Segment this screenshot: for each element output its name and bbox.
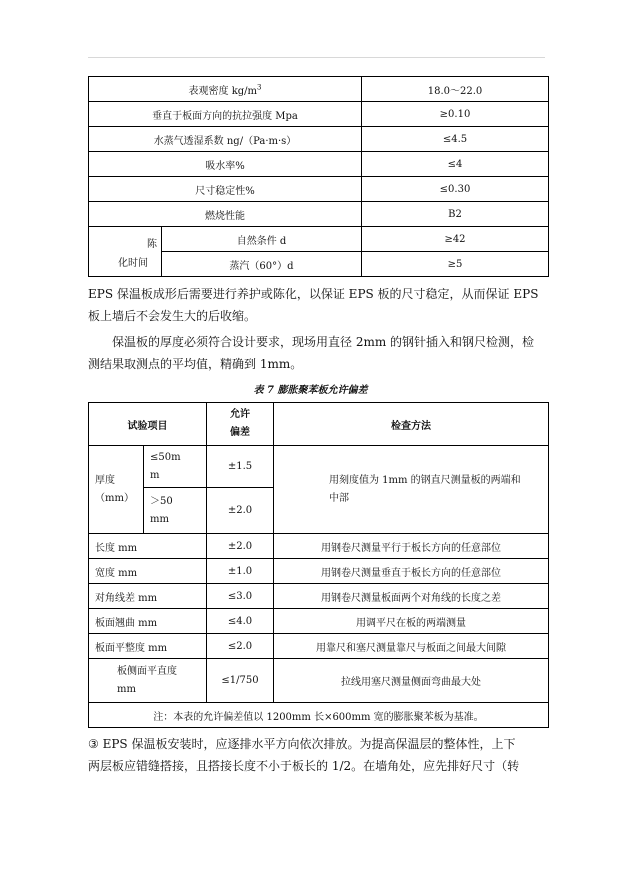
item-label: 板面平整度 mm (89, 634, 207, 659)
property-label: 表观密度 $kg/m^3$ (89, 77, 362, 102)
text-line: 测结果取测点的平均值，精确到 1mm。 (88, 357, 303, 371)
table-row (89, 102, 549, 127)
tolerance-value: ≤2.0 (207, 634, 274, 659)
table-row (89, 609, 549, 634)
thickness-method: 用刻度值为 1mm 的钢直尺测量板的两端和 中部 (274, 446, 549, 534)
header-method: 检查方法 (274, 403, 549, 446)
table-header-row (89, 403, 549, 446)
property-label: 尺寸稳定性% (89, 177, 362, 202)
item-label: 对角线差 mm (89, 584, 207, 609)
tolerance-value: ≤1/750 (207, 659, 274, 703)
property-value: B2 (362, 202, 549, 227)
eps-performance-table (88, 76, 549, 277)
table-row (89, 202, 549, 227)
paragraph-eps-aging (88, 283, 548, 327)
table-row (89, 659, 549, 703)
item-label: 板面翘曲 mm (89, 609, 207, 634)
table-row (89, 152, 549, 177)
item-label: 长度 mm (89, 534, 207, 559)
thickness-sub2: ＞50 mm (144, 488, 207, 534)
table-row (89, 534, 549, 559)
text-line: EPS 保温板成形后需要进行养护或陈化，以保证 EPS 板的尺寸稳定，从而保证 EPS (88, 287, 539, 301)
property-value: 18.0～22.0 (362, 77, 549, 102)
table-row (89, 127, 549, 152)
sub-property-label: 蒸汽（60°）d (162, 252, 362, 277)
item-label: 宽度 mm (89, 559, 207, 584)
property-label: 垂直于板面方向的抗拉强度 Mpa (89, 102, 362, 127)
aging-label-part2: 化时间 (118, 258, 148, 269)
property-label: 燃烧性能 (89, 202, 362, 227)
paragraph-installation (88, 733, 548, 777)
table-row (89, 584, 549, 609)
tolerance-value: ±2.0 (207, 534, 274, 559)
property-label: 吸水率% (89, 152, 362, 177)
table-row (89, 77, 549, 102)
paragraph-thickness (88, 331, 548, 375)
item-label: 板侧面平直度 mm (89, 659, 207, 703)
table-caption: 表 7 膨胀聚苯板允许偏差 (253, 385, 368, 396)
thickness-sub2-tol: ±2.0 (207, 488, 274, 534)
header-item: 试验项目 (89, 403, 207, 446)
thickness-label: 厚度 （mm） (89, 446, 144, 534)
table-row (89, 634, 549, 659)
table-note: 注：本表的允许偏差值以 1200mm 长×600mm 宽的膨胀聚苯板为基准。 (89, 703, 549, 728)
sub-property-value: ≥5 (362, 252, 549, 277)
sub-property-value: ≥42 (362, 227, 549, 252)
property-value: ≤0.30 (362, 177, 549, 202)
aging-time-label (89, 227, 162, 277)
thickness-sub1-tol: ±1.5 (207, 446, 274, 488)
tolerance-value: ≤4.0 (207, 609, 274, 634)
text-line: ③ EPS 保温板安装时，应逐排水平方向依次排放。为提高保温层的整体性，上下 (88, 737, 516, 751)
table-row (89, 559, 549, 584)
method-text: 用调平尺在板的两端测量 (274, 609, 549, 634)
header-rule (88, 57, 545, 58)
property-value: ≤4.5 (362, 127, 549, 152)
method-text: 用钢卷尺测量板面两个对角线的长度之差 (274, 584, 549, 609)
text-line: 保温板的厚度必须符合设计要求，现场用直径 2mm 的钢针插入和钢尺检测，检 (112, 335, 535, 349)
table-row (89, 446, 549, 488)
property-label: 水蒸气透湿系数 ng/（Pa·m·s） (89, 127, 362, 152)
method-text: 用钢卷尺测量垂直于板长方向的任意部位 (274, 559, 549, 584)
table-row (89, 227, 549, 252)
thickness-sub1: ≤50m m (144, 446, 207, 488)
property-value: ≤4 (362, 152, 549, 177)
table-row (89, 177, 549, 202)
text-line: 板上墙后不会发生大的后收缩。 (88, 309, 257, 323)
method-text: 用靠尺和塞尺测量靠尺与板面之间最大间隙 (274, 634, 549, 659)
tolerance-value: ±1.0 (207, 559, 274, 584)
tolerance-value: ≤3.0 (207, 584, 274, 609)
method-text: 拉线用塞尺测量侧面弯曲最大处 (274, 659, 549, 703)
header-tolerance: 允许 偏差 (207, 403, 274, 446)
eps-tolerance-table (88, 402, 549, 728)
sub-property-label: 自然条件 d (162, 227, 362, 252)
property-value: ≥0.10 (362, 102, 549, 127)
method-text: 用钢卷尺测量平行于板长方向的任意部位 (274, 534, 549, 559)
table-note-row (89, 703, 549, 728)
aging-label-part1: 陈 (147, 239, 157, 250)
text-line: 两层板应错缝搭接，且搭接长度不小于板长的 1/2。在墙角处，应先排好尺寸（转 (88, 759, 520, 773)
